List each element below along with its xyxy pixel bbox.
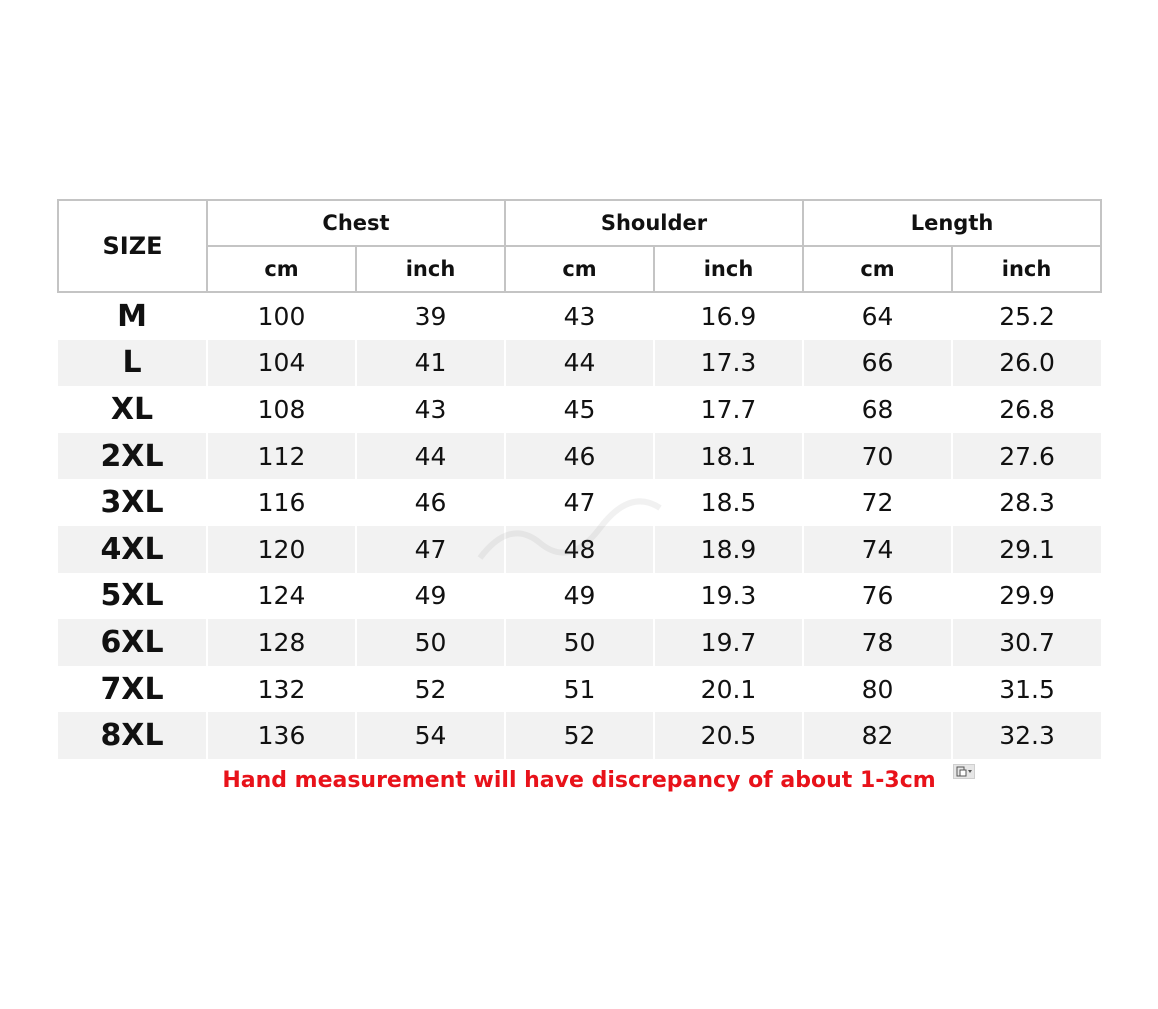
table-row (58, 619, 1101, 666)
measurement-cell: 26.0 (952, 340, 1101, 387)
size-cell: 6XL (58, 619, 207, 666)
size-cell: 5XL (100, 578, 164, 614)
measurement-cell: 49 (505, 573, 654, 620)
measurement-cell: 41 (356, 340, 505, 387)
measurement-cell: 30.7 (952, 619, 1101, 666)
header-group-row (58, 200, 1101, 246)
measurement-cell: 132 (207, 666, 356, 713)
measurement-cell: 31.5 (952, 666, 1101, 713)
measurement-cell: 20.5 (654, 712, 803, 759)
unit-header: cm (207, 246, 356, 292)
measurement-cell: 39 (356, 292, 505, 340)
unit-header: inch (356, 246, 505, 292)
measurement-cell: 44 (505, 340, 654, 387)
table-row (58, 292, 1101, 340)
unit-header: inch (952, 246, 1101, 292)
header-unit-row (58, 246, 1101, 292)
paste-options-icon (954, 765, 974, 778)
measurement-cell: 17.3 (654, 340, 803, 387)
measurement-cell: 18.1 (654, 433, 803, 480)
measurement-cell: 108 (207, 386, 356, 433)
measurement-cell: 43 (356, 386, 505, 433)
measurement-note: Hand measurement will have discrepancy of about 1-3cm (222, 768, 936, 793)
measurement-cell: 49 (356, 573, 505, 620)
measurement-cell: 52 (356, 666, 505, 713)
table-row (58, 340, 1101, 387)
measurement-cell: 44 (356, 433, 505, 480)
measurement-cell: 50 (505, 619, 654, 666)
table-row (58, 712, 1101, 759)
size-cell: 2XL (58, 433, 207, 480)
measurement-cell: 50 (356, 619, 505, 666)
table-body (58, 292, 1101, 759)
unit-header: inch (654, 246, 803, 292)
size-cell: 7XL (100, 671, 164, 707)
measurement-cell: 128 (207, 619, 356, 666)
length-header: Length (803, 200, 1101, 246)
size-cell: XL (110, 391, 154, 427)
measurement-cell: 54 (356, 712, 505, 759)
size-chart-table (57, 199, 1102, 759)
measurement-cell: 16.9 (654, 292, 803, 340)
measurement-cell: 82 (803, 712, 952, 759)
measurement-cell: 64 (803, 292, 952, 340)
table-header (58, 200, 1101, 292)
size-cell: 8XL (58, 712, 207, 759)
measurement-cell: 74 (803, 526, 952, 573)
measurement-cell: 45 (505, 386, 654, 433)
table-row (58, 479, 1101, 526)
measurement-cell: 29.1 (952, 526, 1101, 573)
measurement-cell: 112 (207, 433, 356, 480)
size-cell: 4XL (58, 526, 207, 573)
measurement-cell: 100 (207, 292, 356, 340)
measurement-cell: 19.3 (654, 573, 803, 620)
size-header: SIZE (58, 200, 207, 292)
measurement-cell: 78 (803, 619, 952, 666)
measurement-cell: 104 (207, 340, 356, 387)
measurement-cell: 80 (803, 666, 952, 713)
table-row (58, 433, 1101, 480)
unit-header: cm (803, 246, 952, 292)
size-cell: L (58, 340, 207, 387)
measurement-cell: 25.2 (952, 292, 1101, 340)
measurement-cell: 72 (803, 479, 952, 526)
measurement-cell: 52 (505, 712, 654, 759)
measurement-cell: 27.6 (952, 433, 1101, 480)
table-row (58, 666, 1101, 713)
measurement-cell: 76 (803, 573, 952, 620)
measurement-cell: 47 (505, 479, 654, 526)
unit-header: cm (505, 246, 654, 292)
measurement-cell: 51 (505, 666, 654, 713)
measurement-cell: 68 (803, 386, 952, 433)
measurement-cell: 47 (356, 526, 505, 573)
measurement-cell: 70 (803, 433, 952, 480)
measurement-cell: 48 (505, 526, 654, 573)
size-cell: M (117, 298, 147, 334)
table-row (58, 526, 1101, 573)
measurement-cell: 29.9 (952, 573, 1101, 620)
measurement-cell: 43 (505, 292, 654, 340)
size-cell: 3XL (100, 485, 164, 521)
chest-header: Chest (207, 200, 505, 246)
measurement-cell: 28.3 (952, 479, 1101, 526)
paste-options-button[interactable] (953, 764, 975, 779)
measurement-cell: 18.9 (654, 526, 803, 573)
measurement-cell: 32.3 (952, 712, 1101, 759)
measurement-cell: 17.7 (654, 386, 803, 433)
measurement-cell: 120 (207, 526, 356, 573)
shoulder-header: Shoulder (505, 200, 803, 246)
table-row (58, 386, 1101, 433)
measurement-cell: 46 (356, 479, 505, 526)
measurement-cell: 26.8 (952, 386, 1101, 433)
measurement-cell: 20.1 (654, 666, 803, 713)
table-row (58, 573, 1101, 620)
measurement-cell: 136 (207, 712, 356, 759)
measurement-cell: 46 (505, 433, 654, 480)
measurement-cell: 66 (803, 340, 952, 387)
measurement-cell: 116 (207, 479, 356, 526)
measurement-cell: 124 (207, 573, 356, 620)
measurement-cell: 18.5 (654, 479, 803, 526)
measurement-cell: 19.7 (654, 619, 803, 666)
